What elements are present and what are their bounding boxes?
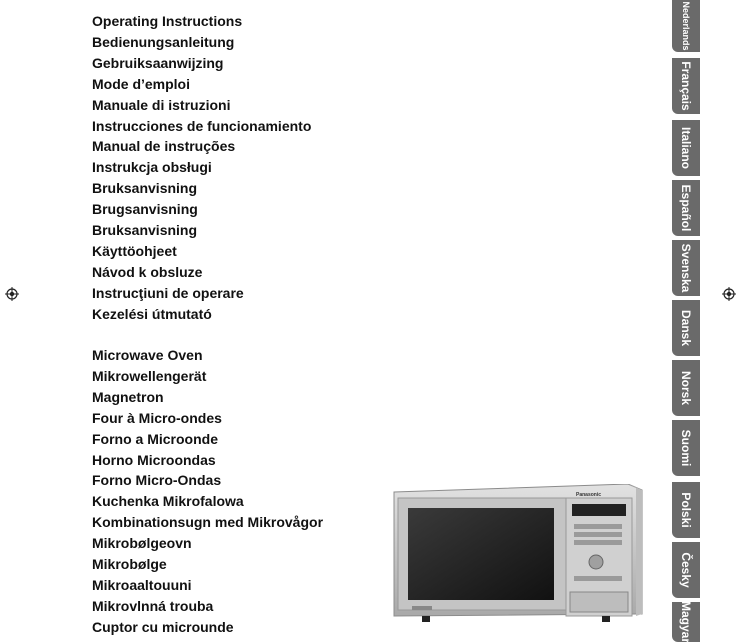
product-name: Forno Micro-Ondas — [92, 472, 222, 489]
product-name: Mikrowellengerät — [92, 367, 207, 384]
language-tab-9[interactable] — [672, 482, 700, 538]
instructions-title: Gebruiksaanwijzing — [92, 54, 224, 71]
language-tab-label: Suomi — [679, 429, 693, 467]
language-tab-7[interactable] — [672, 360, 700, 416]
language-tab-label: Dansk — [679, 309, 693, 347]
instructions-title: Bedienungsanleitung — [92, 33, 235, 50]
registration-mark-left-icon — [5, 287, 19, 301]
product-name: Horno Microondas — [92, 451, 216, 468]
instructions-title: Instrucciones de funcionamiento — [92, 117, 312, 134]
language-tab-label: Español — [679, 184, 693, 232]
product-name: Microwave Oven — [92, 347, 203, 363]
product-name: Mikrovlnná trouba — [92, 597, 214, 614]
microwave-oven-image — [392, 484, 644, 630]
instructions-title: Brugsanvisning — [92, 201, 198, 218]
language-tab-label: Français — [679, 61, 693, 111]
instructions-title: Kezelési útmutató — [92, 305, 212, 322]
instructions-title: Manuale di istruzioni — [92, 96, 231, 113]
language-tab-11[interactable] — [672, 602, 700, 642]
brand-label: Panasonic — [576, 492, 602, 498]
product-name: Mikroaaltouuni — [92, 576, 192, 593]
language-tab-4[interactable] — [672, 180, 700, 236]
instructions-title-list — [92, 11, 311, 325]
instructions-title: Bruksanvisning — [92, 180, 198, 197]
language-tab-8[interactable] — [672, 420, 700, 476]
instructions-title: Käyttöohjeet — [92, 242, 177, 259]
instructions-title: Návod k obsluze — [92, 263, 203, 280]
product-name: Magnetron — [92, 388, 164, 405]
product-name: Forno a Microonde — [92, 430, 218, 447]
language-tab-label: Nederlands — [681, 1, 691, 51]
language-tab-label: Polski — [679, 492, 693, 528]
language-tab-label: Česky — [679, 552, 693, 588]
language-tab-6[interactable] — [672, 300, 700, 356]
language-tab-label: Magyar — [679, 600, 693, 643]
product-name: Kuchenka Mikrofalowa — [92, 493, 244, 510]
language-tab-2[interactable] — [672, 58, 700, 114]
instructions-title: Instrucţiuni de operare — [92, 284, 244, 301]
product-name: Cuptor cu microunde — [92, 618, 234, 635]
product-name-list — [92, 345, 323, 638]
registration-mark-right-icon — [722, 287, 736, 301]
language-tab-3[interactable] — [672, 120, 700, 176]
instructions-title: Instrukcja obsługi — [92, 159, 212, 176]
language-tab-5[interactable] — [672, 240, 700, 296]
instructions-title: Bruksanvisning — [92, 222, 198, 239]
language-tab-10[interactable] — [672, 542, 700, 598]
instructions-title: Manual de instruções — [92, 138, 236, 155]
product-name: Mikrobølge — [92, 556, 167, 573]
language-tab-1[interactable] — [672, 0, 700, 52]
instructions-title: Mode d’emploi — [92, 75, 190, 92]
language-tab-label: Svenska — [679, 243, 693, 293]
product-name: Mikrobølgeovn — [92, 535, 192, 552]
language-tab-label: Italiano — [679, 126, 693, 170]
instructions-title: Operating Instructions — [92, 13, 243, 29]
product-name: Kombinationsugn med Mikrovågor — [92, 514, 324, 531]
language-tab-label: Norsk — [679, 370, 693, 406]
product-name: Four à Micro-ondes — [92, 409, 222, 426]
